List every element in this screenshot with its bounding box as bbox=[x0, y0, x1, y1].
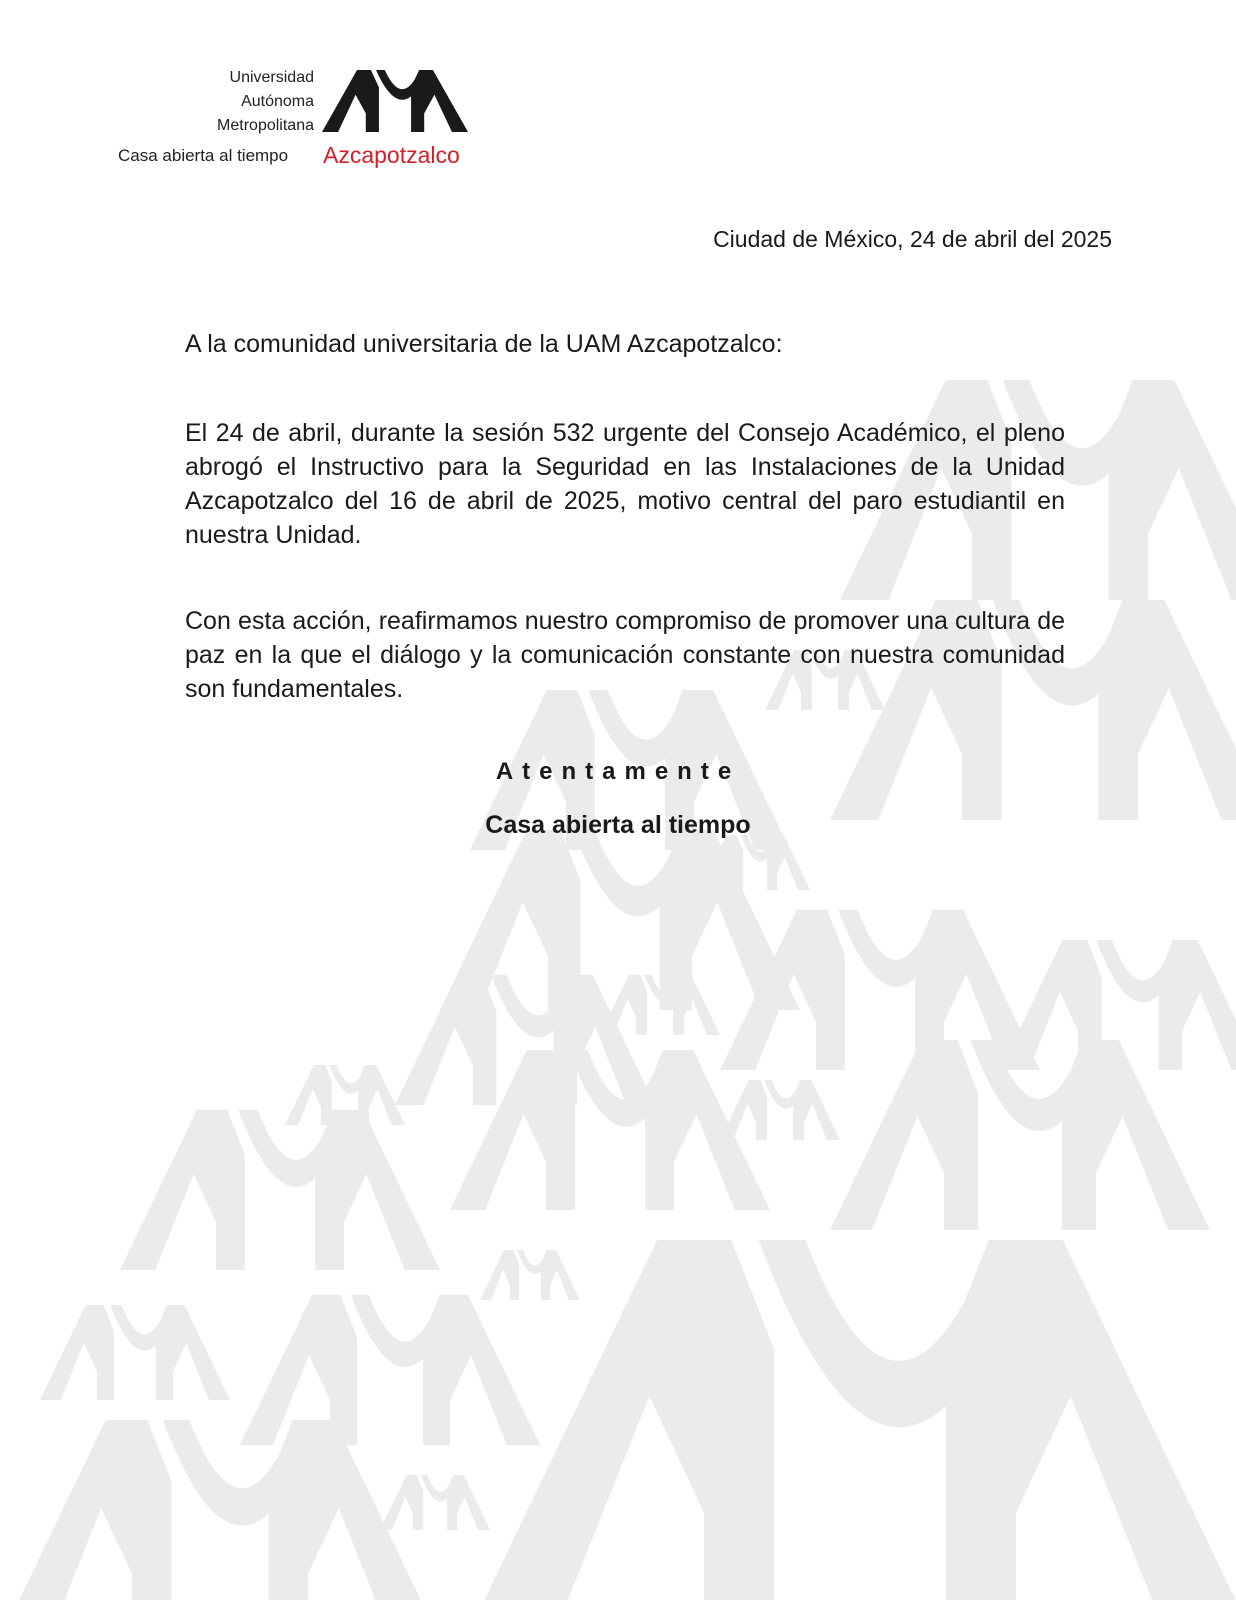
uam-logo-icon bbox=[322, 70, 468, 132]
letterhead-motto: Casa abierta al tiempo bbox=[118, 146, 289, 165]
university-name-line-3: Metropolitana bbox=[217, 117, 314, 134]
letterhead-unit: Azcapotzalco bbox=[323, 142, 460, 168]
letter-closing: Atentamente bbox=[495, 758, 741, 785]
letter-salutation: A la comunidad universitaria de la UAM Azcapotzalco: bbox=[185, 330, 783, 358]
university-name-line-1: Universidad bbox=[229, 69, 314, 86]
letter-date: Ciudad de México, 24 de abril del 2025 bbox=[713, 226, 1112, 252]
letter-paragraph-1: El 24 de abril, durante la sesión 532 urgente del Consejo Académico, el pleno abrogó el Instructivo para la Seguridad en las Instalaciones de la Unidad Azcapotzalco del 16 de abril de 2025, motivo central del paro estudiantil en nuestra Unidad. bbox=[185, 419, 1065, 549]
uam-letterhead bbox=[110, 62, 480, 174]
university-name bbox=[217, 66, 314, 138]
letter-closing-motto: Casa abierta al tiempo bbox=[485, 811, 751, 839]
university-name-line-2: Autónoma bbox=[241, 93, 314, 110]
letter-paragraph-2: Con esta acción, reafirmamos nuestro compromiso de promover una cultura de paz en la que el diálogo y la comunicación constante con nuestra comunidad son fundamentales. bbox=[185, 607, 1065, 703]
